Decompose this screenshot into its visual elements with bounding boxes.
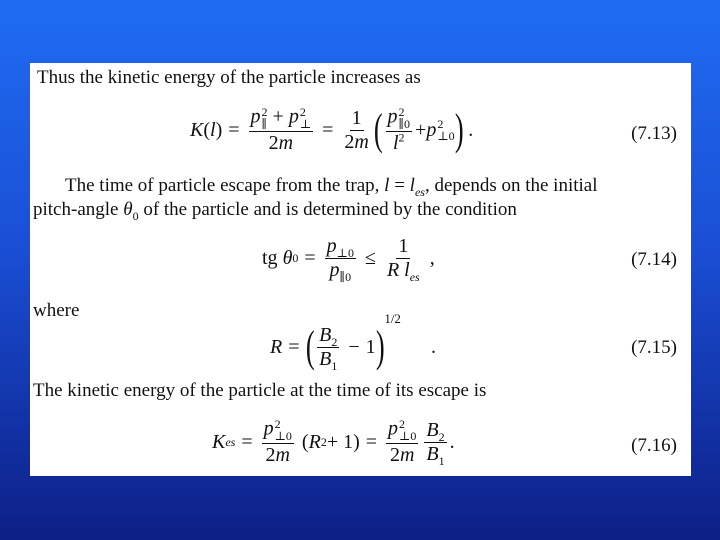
equation-7-13: K ( l ) = p 2 ∥ + p 2 ⊥ 2m = $\frac{1}{2m}$ ( p 2 ∥0 $l^2$ + p 2 ⊥0 ) .	[190, 105, 474, 154]
equation-7-14: tg θ 0 = $\frac{p_{\perp 0}}{p_{\parallel 0}}$ ≤ $\frac{1}{R l_{es}}$ ,	[262, 234, 435, 284]
paragraph-escape-energy: The kinetic energy of the particle at the time of its escape is	[33, 380, 487, 401]
paragraph-escape-text-c: pitch-angle	[33, 199, 119, 220]
paragraph-where: where	[33, 300, 80, 321]
exponent-half: 1/2	[384, 311, 401, 326]
paragraph-escape-text-d: of the particle and is determined by the condition	[143, 199, 517, 220]
equation-number-7-14: (7.14)	[631, 249, 677, 270]
equation-7-16: K es = p 2 ⊥0 2m ( R 2 + 1) = p 2 ⊥0 2m $\frac{B_2}{B_1}$ .	[212, 417, 455, 468]
equation-number-7-13: (7.13)	[631, 123, 677, 144]
tg-symbol: tg	[262, 246, 278, 269]
equation-number-7-16: (7.16)	[631, 435, 677, 456]
paragraph-escape-text-a: The time of particle escape from the trap,	[65, 175, 380, 196]
equation-7-15: R = ( $\frac{B_2}{B_1}$ − 1 ) 1/2 .	[270, 311, 436, 373]
paragraph-intro: Thus the kinetic energy of the particle increases as	[37, 67, 421, 88]
paragraph-escape-line1: The time of particle escape from the trap, $l = l_{es}$, depends on the initial	[65, 175, 598, 199]
paragraph-escape-text-b: depends on the initial	[434, 175, 598, 196]
document-page	[30, 63, 691, 476]
equation-number-7-15: (7.15)	[631, 337, 677, 358]
paragraph-escape-line2: pitch-angle $\theta_0$ of the particle and is determined by the condition	[33, 199, 517, 223]
